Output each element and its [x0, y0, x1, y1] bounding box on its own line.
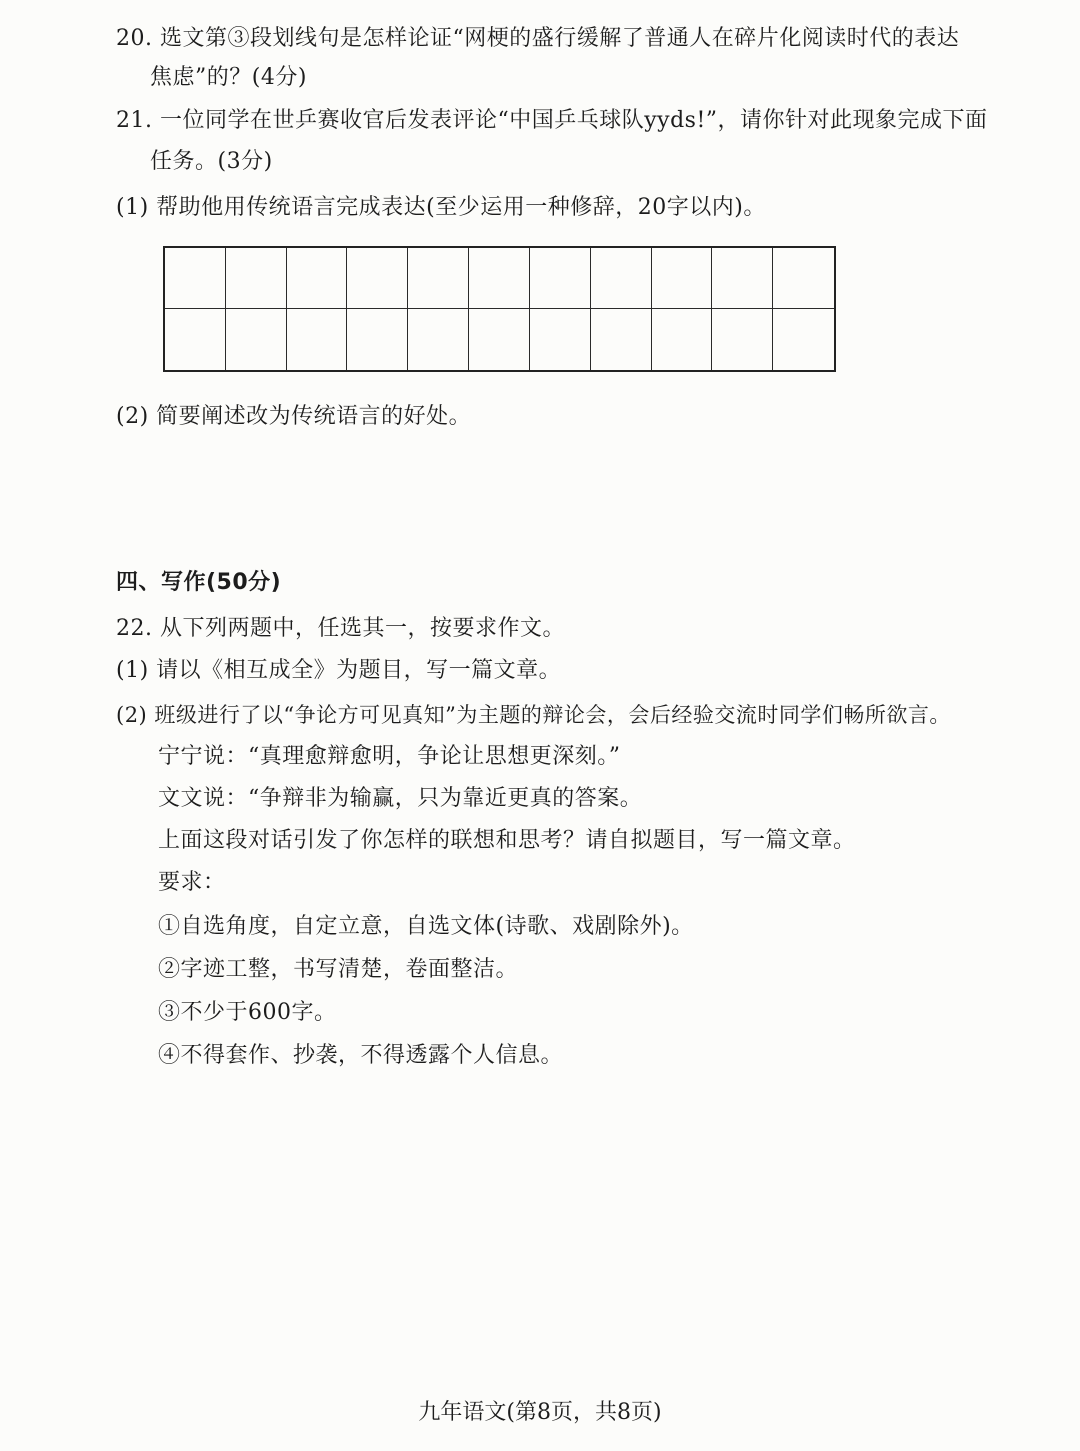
grid-cell[interactable] [712, 309, 773, 370]
q22-requirement-4: ④不得套作、抄袭，不得透露个人信息。 [158, 1043, 564, 1068]
grid-cell[interactable] [287, 309, 348, 370]
grid-cell[interactable] [530, 248, 591, 309]
q21-part-2: (2) 简要阐述改为传统语言的好处。 [116, 404, 472, 429]
q22-quote-ningning: 宁宁说：“真理愈辩愈明，争论让思想更深刻。” [158, 744, 621, 769]
grid-cell[interactable] [591, 248, 652, 309]
grid-cell[interactable] [226, 248, 287, 309]
q22-option-1: (1) 请以《相互成全》为题目，写一篇文章。 [116, 658, 562, 683]
grid-cell[interactable] [652, 309, 713, 370]
q22-requirements-label: 要求： [158, 870, 226, 895]
q22-requirement-2: ②字迹工整，书写清楚，卷面整洁。 [158, 957, 519, 982]
q22-option-2: (2) 班级进行了以“争论方可见真知”为主题的辩论会，会后经验交流时同学们畅所欲言。 [116, 703, 951, 727]
q21-part-1: (1) 帮助他用传统语言完成表达(至少运用一种修辞，20字以内)。 [116, 195, 766, 220]
q21-line-1: 21. 一位同学在世乒赛收官后发表评论“中国乒乓球队yyds!”，请你针对此现象完成下面 [116, 108, 988, 133]
grid-cell[interactable] [469, 248, 530, 309]
section-heading-writing: 四、写作(50分) [116, 570, 282, 595]
grid-cell[interactable] [165, 248, 226, 309]
q22-intro: 22. 从下列两题中，任选其一，按要求作文。 [116, 616, 565, 641]
q22-quote-wenwen: 文文说：“争辩非为输赢，只为靠近更真的答案。 [158, 786, 643, 811]
grid-cell[interactable] [347, 309, 408, 370]
grid-cell[interactable] [287, 248, 348, 309]
grid-cell[interactable] [773, 248, 834, 309]
grid-cell[interactable] [165, 309, 226, 370]
grid-cell[interactable] [408, 309, 469, 370]
q20-line-1: 20. 选文第③段划线句是怎样论证“网梗的盛行缓解了普通人在碎片化阅读时代的表达 [116, 26, 960, 51]
grid-cell[interactable] [773, 309, 834, 370]
grid-cell[interactable] [347, 248, 408, 309]
answer-grid[interactable] [163, 246, 836, 372]
q20-line-2: 焦虑”的？(4分) [150, 65, 307, 90]
grid-cell[interactable] [408, 248, 469, 309]
q22-requirement-1: ①自选角度，自定立意，自选文体(诗歌、戏剧除外)。 [158, 914, 694, 939]
q21-line-2: 任务。(3分) [150, 149, 273, 174]
grid-cell[interactable] [712, 248, 773, 309]
grid-cell[interactable] [530, 309, 591, 370]
page-footer: 九年语文(第8页，共8页) [418, 1400, 662, 1425]
grid-cell[interactable] [226, 309, 287, 370]
grid-cell[interactable] [591, 309, 652, 370]
q22-prompt: 上面这段对话引发了你怎样的联想和思考？请自拟题目，写一篇文章。 [158, 828, 856, 853]
grid-cell[interactable] [652, 248, 713, 309]
q22-requirement-3: ③不少于600字。 [158, 1000, 337, 1025]
grid-cell[interactable] [469, 309, 530, 370]
